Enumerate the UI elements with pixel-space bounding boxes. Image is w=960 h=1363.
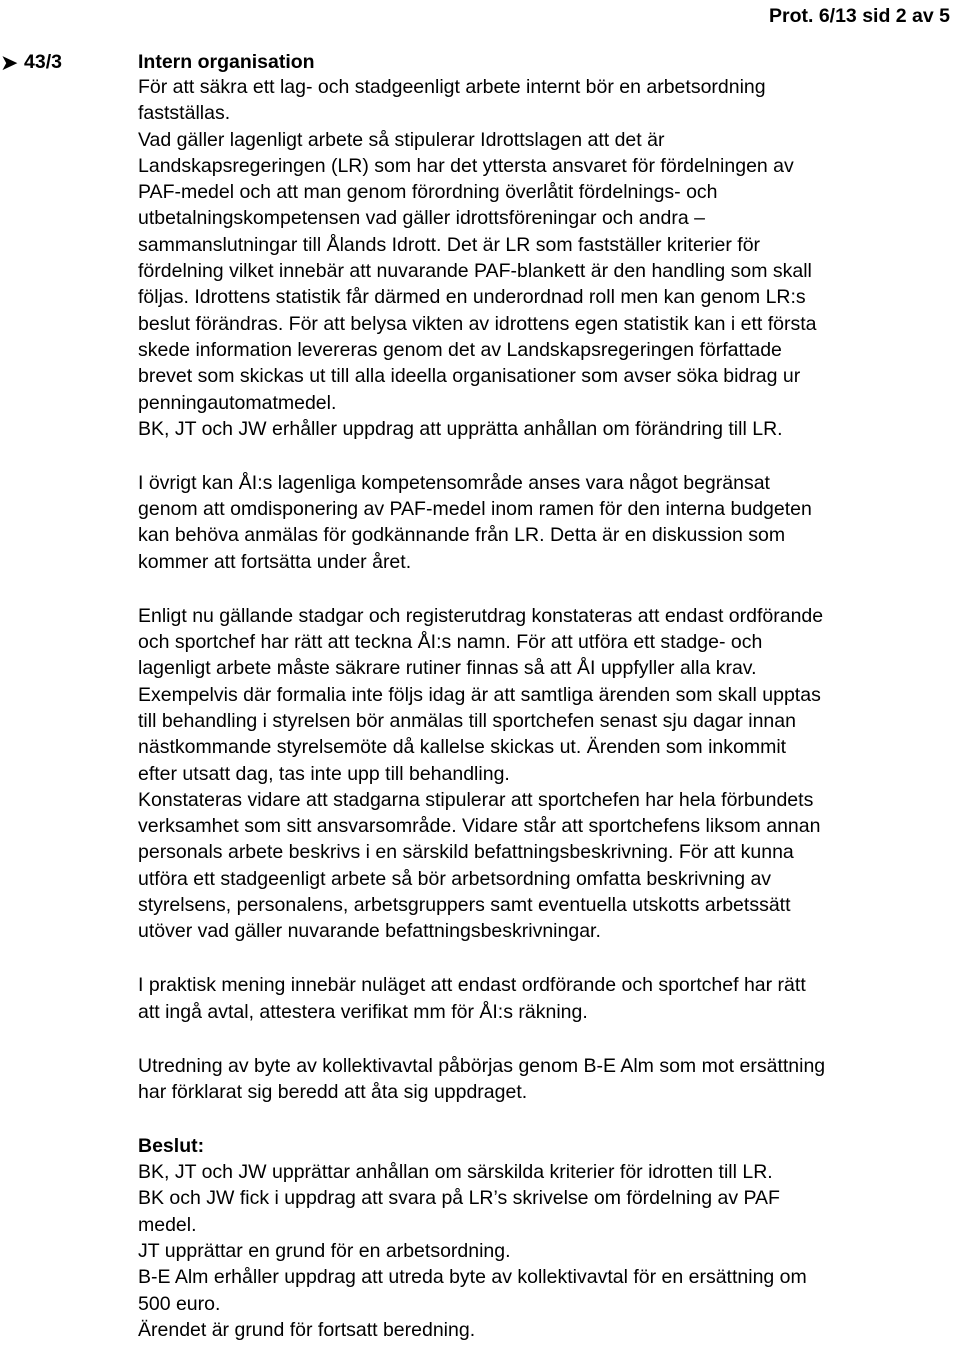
paragraph-statutes: [138, 603, 960, 945]
text-line: utöver vad gäller nuvarande befattningsbeskrivningar.: [138, 920, 601, 943]
text-line: Landskapsregeringen (LR) som har det yttersta ansvaret för fördelningen av: [138, 154, 794, 177]
text-line: Utredning av byte av kollektivavtal påbörjas genom B-E Alm som mot ersättning: [138, 1054, 826, 1077]
paragraph-competence: [138, 470, 960, 575]
text-line: sammanslutningar till Ålands Idrott. Det är LR som fastställer kriterier för: [138, 233, 761, 256]
text-line: Vad gäller lagenligt arbete så stipulerar Idrottslagen att det är: [138, 128, 665, 151]
section-content: [138, 50, 960, 1343]
paragraph-gap: [138, 1025, 960, 1053]
decision-line: BK och JW fick i uppdrag att svara på LR’s skrivelse om fördelning av PAF: [138, 1187, 780, 1210]
decision-line: BK, JT och JW upprättar anhållan om särskilda kriterier för idrotten till LR.: [138, 1161, 773, 1184]
paragraph-gap: [138, 442, 960, 470]
text-line: Enligt nu gällande stadgar och registerutdrag konstateras att endast ordförande: [138, 604, 824, 627]
text-line: verksamhet som sitt ansvarsområde. Vidare står att sportchefens liksom annan: [138, 815, 821, 838]
decision-line: Ärendet är grund för fortsatt beredning.: [138, 1318, 476, 1341]
text-line: utbetalningskompetensen vad gäller idrottsföreningar och andra –: [138, 207, 705, 230]
text-line: nästkommande styrelsemöte då kallelse skickas ut. Ärenden som inkommit: [138, 736, 787, 759]
text-line: utföra ett stadgeenligt arbete så bör arbetsordning omfatta beskrivning av: [138, 867, 772, 890]
text-line: fastställas.: [138, 102, 231, 125]
text-line: BK, JT och JW erhåller uppdrag att upprätta anhållan om förändring till LR.: [138, 417, 783, 440]
decision-line: JT upprättar en grund för en arbetsordning.: [138, 1240, 511, 1263]
text-line: efter utsatt dag, tas inte upp till behandling.: [138, 762, 510, 785]
text-line: Konstateras vidare att stadgarna stipulerar att sportchefen har hela förbundets: [138, 788, 814, 811]
paragraph-collective-agreement: [138, 1053, 960, 1106]
text-line: penningautomatmedel.: [138, 391, 337, 414]
decision-block: [138, 1133, 960, 1343]
section-number: 43/3: [24, 51, 62, 73]
text-line: och sportchef har rätt att teckna ÅI:s namn. För att utföra ett stadge- och: [138, 631, 763, 654]
text-line: fördelning vilket innebär att nuvarande PAF-blankett är den handling som skall: [138, 260, 812, 283]
section-arrow-icon: ➤: [0, 50, 19, 75]
text-line: I praktisk mening innebär nuläget att endast ordförande och sportchef har rätt: [138, 974, 806, 997]
section-title: Intern organisation: [138, 51, 315, 73]
text-line: kan behöva anmälas för godkännande från LR. Detta är en diskussion som: [138, 524, 786, 547]
text-line: till behandling i styrelsen bör anmälas till sportchefen senast sju dagar innan: [138, 709, 796, 732]
paragraph-legal-work: [138, 74, 960, 442]
text-line: PAF-medel och att man genom förordning överlåtit fördelnings- och: [138, 181, 718, 204]
decision-line: medel.: [138, 1213, 197, 1236]
text-line: att ingå avtal, attestera verifikat mm för ÅI:s räkning.: [138, 1000, 588, 1023]
text-line: beslut förändras. För att belysa vikten av idrottens egen statistik kan i ett första: [138, 312, 817, 335]
text-line: har förklarat sig beredd att åta sig uppdraget.: [138, 1080, 528, 1103]
text-line: personals arbete beskrivs i en särskild befattningsbeskrivning. För att kunna: [138, 841, 794, 864]
decision-label: Beslut:: [138, 1134, 205, 1157]
paragraph-gap: [138, 945, 960, 973]
text-line: följas. Idrottens statistik får därmed en underordnad roll men kan genom LR:s: [138, 286, 806, 309]
text-line: styrelsens, personalens, arbetsgruppers samt eventuella utskotts arbetssätt: [138, 893, 791, 916]
page-reference: Prot. 6/13 sid 2 av 5: [768, 5, 950, 27]
paragraph-gap: [138, 1105, 960, 1133]
text-line: kommer att fortsätta under året.: [138, 550, 412, 573]
text-line: skede information levereras genom det av Landskapsregeringen författade: [138, 338, 782, 361]
paragraph-gap: [138, 575, 960, 603]
decision-line: B-E Alm erhåller uppdrag att utreda byte av kollektivavtal för en ersättning om: [138, 1266, 807, 1289]
text-line: brevet som skickas ut till alla ideella organisationer som avser söka bidrag ur: [138, 365, 801, 388]
paragraph-practical-meaning: [138, 972, 960, 1025]
text-line: Exempelvis där formalia inte följs idag är att samtliga ärenden som skall upptas: [138, 683, 821, 706]
text-line: lagenligt arbete måste säkrare rutiner finnas så att ÅI uppfyller alla krav.: [138, 657, 757, 680]
text-line: I övrigt kan ÅI:s lagenliga kompetensområde anses vara något begränsat: [138, 471, 770, 494]
decision-line: 500 euro.: [138, 1292, 221, 1315]
text-line: För att säkra ett lag- och stadgeenligt arbete internt bör en arbetsordning: [138, 76, 766, 98]
text-line: genom att omdisponering av PAF-medel inom ramen för den interna budgeten: [138, 498, 812, 521]
